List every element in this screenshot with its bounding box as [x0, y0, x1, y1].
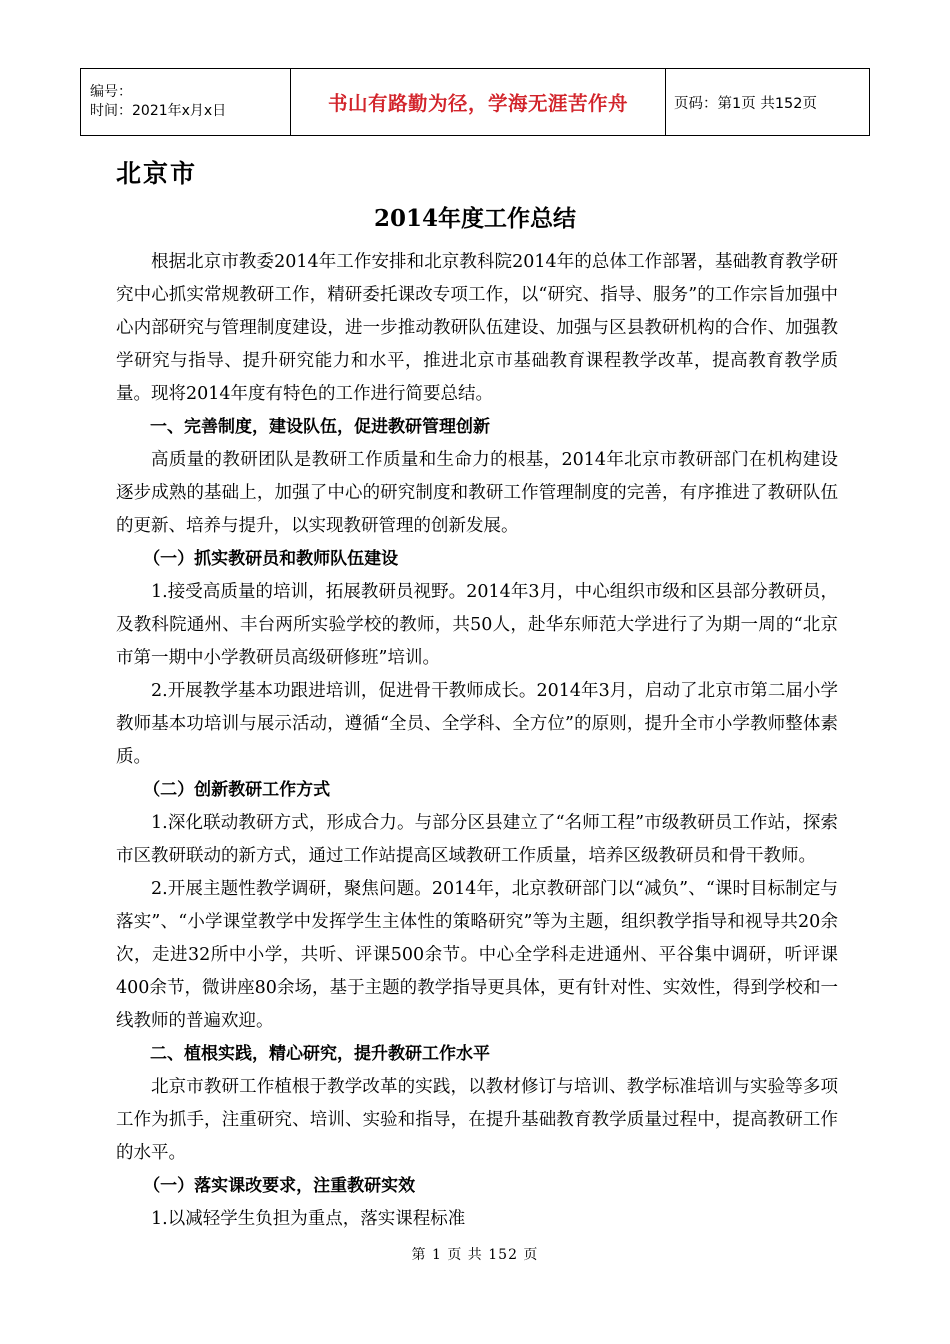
- section2-heading: 二、植根实践，精心研究，提升教研工作水平: [150, 1044, 490, 1064]
- number-label: 编号：: [90, 84, 132, 100]
- header-page-cell: [666, 69, 870, 136]
- header-meta-cell: [81, 69, 291, 136]
- section1-sub1-item2: 2.开展教学基本功跟进培训，促进骨干教师成长。2014年3月，启动了北京市第二届小学教师基本功培训与展示活动，遵循“全员、全学科、全方位”的原则，提升全市小学教师整体素质。: [116, 681, 838, 767]
- section2-sub1-heading: （一）落实课改要求，注重教研实效: [143, 1176, 416, 1196]
- section1-sub2-item2: 2.开展主题性教学调研，聚焦问题。2014年，北京教研部门以“减负”、“课时目标制定与落实”、“小学课堂教学中发挥学生主体性的策略研究”等为主题，组织教学指导和视导共20余次，走进32所中小学，共听、评课500余节。中心全学科走进通州、平谷集中调研，听评课400余节，微讲座80余场，基于主题的教学指导更具体，更有针对性、实效性，得到学校和一线教师的普遍欢迎。: [116, 879, 838, 1031]
- page-footer: 第 1 页 共 152 页: [411, 1247, 539, 1263]
- section1-sub1-heading: （一）抓实教研员和教师队伍建设: [143, 549, 399, 569]
- intro-paragraph: 根据北京市教委2014年工作安排和北京教科院2014年的总体工作部署，基础教育教学研究中心抓实常规教研工作，精研委托课改专项工作，以“研究、指导、服务”的工作宗旨加强中心内部研究与管理制度建设，进一步推动教研队伍建设、加强与区县教研机构的合作、加强教学研究与指导、提升研究能力和水平，推进北京市基础教育课程教学改革，提高教育教学质量。现将2014年度有特色的工作进行简要总结。: [116, 252, 838, 404]
- document-title: 2014年度工作总结: [373, 205, 576, 232]
- date-label: 时间：2021年x月x日: [90, 103, 227, 119]
- city-heading: 北京市: [116, 159, 198, 188]
- document-header: [80, 68, 870, 136]
- page-label: 页码：第1页 共152页: [674, 95, 818, 112]
- document-body: [116, 246, 838, 1236]
- section2-sub1-item1: 1.以减轻学生负担为重点，落实课程标准: [151, 1209, 466, 1229]
- section2-paragraph: 北京市教研工作植根于教学改革的实践，以教材修订与培训、教学标准培训与实验等多项工作为抓手，注重研究、培训、实验和指导，在提升基础教育教学质量过程中，提高教研工作的水平。: [116, 1077, 838, 1163]
- header-motto: 书山有路勤为径，学海无涯苦作舟: [291, 69, 666, 136]
- section1-heading: 一、完善制度，建设队伍，促进教研管理创新: [150, 417, 490, 437]
- section1-paragraph: 高质量的教研团队是教研工作质量和生命力的根基，2014年北京市教研部门在机构建设逐步成熟的基础上，加强了中心的研究制度和教研工作管理制度的完善，有序推进了教研队伍的更新、培养与提升，以实现教研管理的创新发展。: [116, 450, 838, 536]
- section1-sub1-item1: 1.接受高质量的培训，拓展教研员视野。2014年3月，中心组织市级和区县部分教研员，及教科院通州、丰台两所实验学校的教师，共50人，赴华东师范大学进行了为期一周的“北京市第一期中小学教研员高级研修班”培训。: [116, 582, 838, 668]
- section1-sub2-heading: （二）创新教研工作方式: [143, 780, 331, 800]
- section1-sub2-item1: 1.深化联动教研方式，形成合力。与部分区县建立了“名师工程”市级教研员工作站，探索市区教研联动的新方式，通过工作站提高区域教研工作质量，培养区级教研员和骨干教师。: [116, 813, 838, 866]
